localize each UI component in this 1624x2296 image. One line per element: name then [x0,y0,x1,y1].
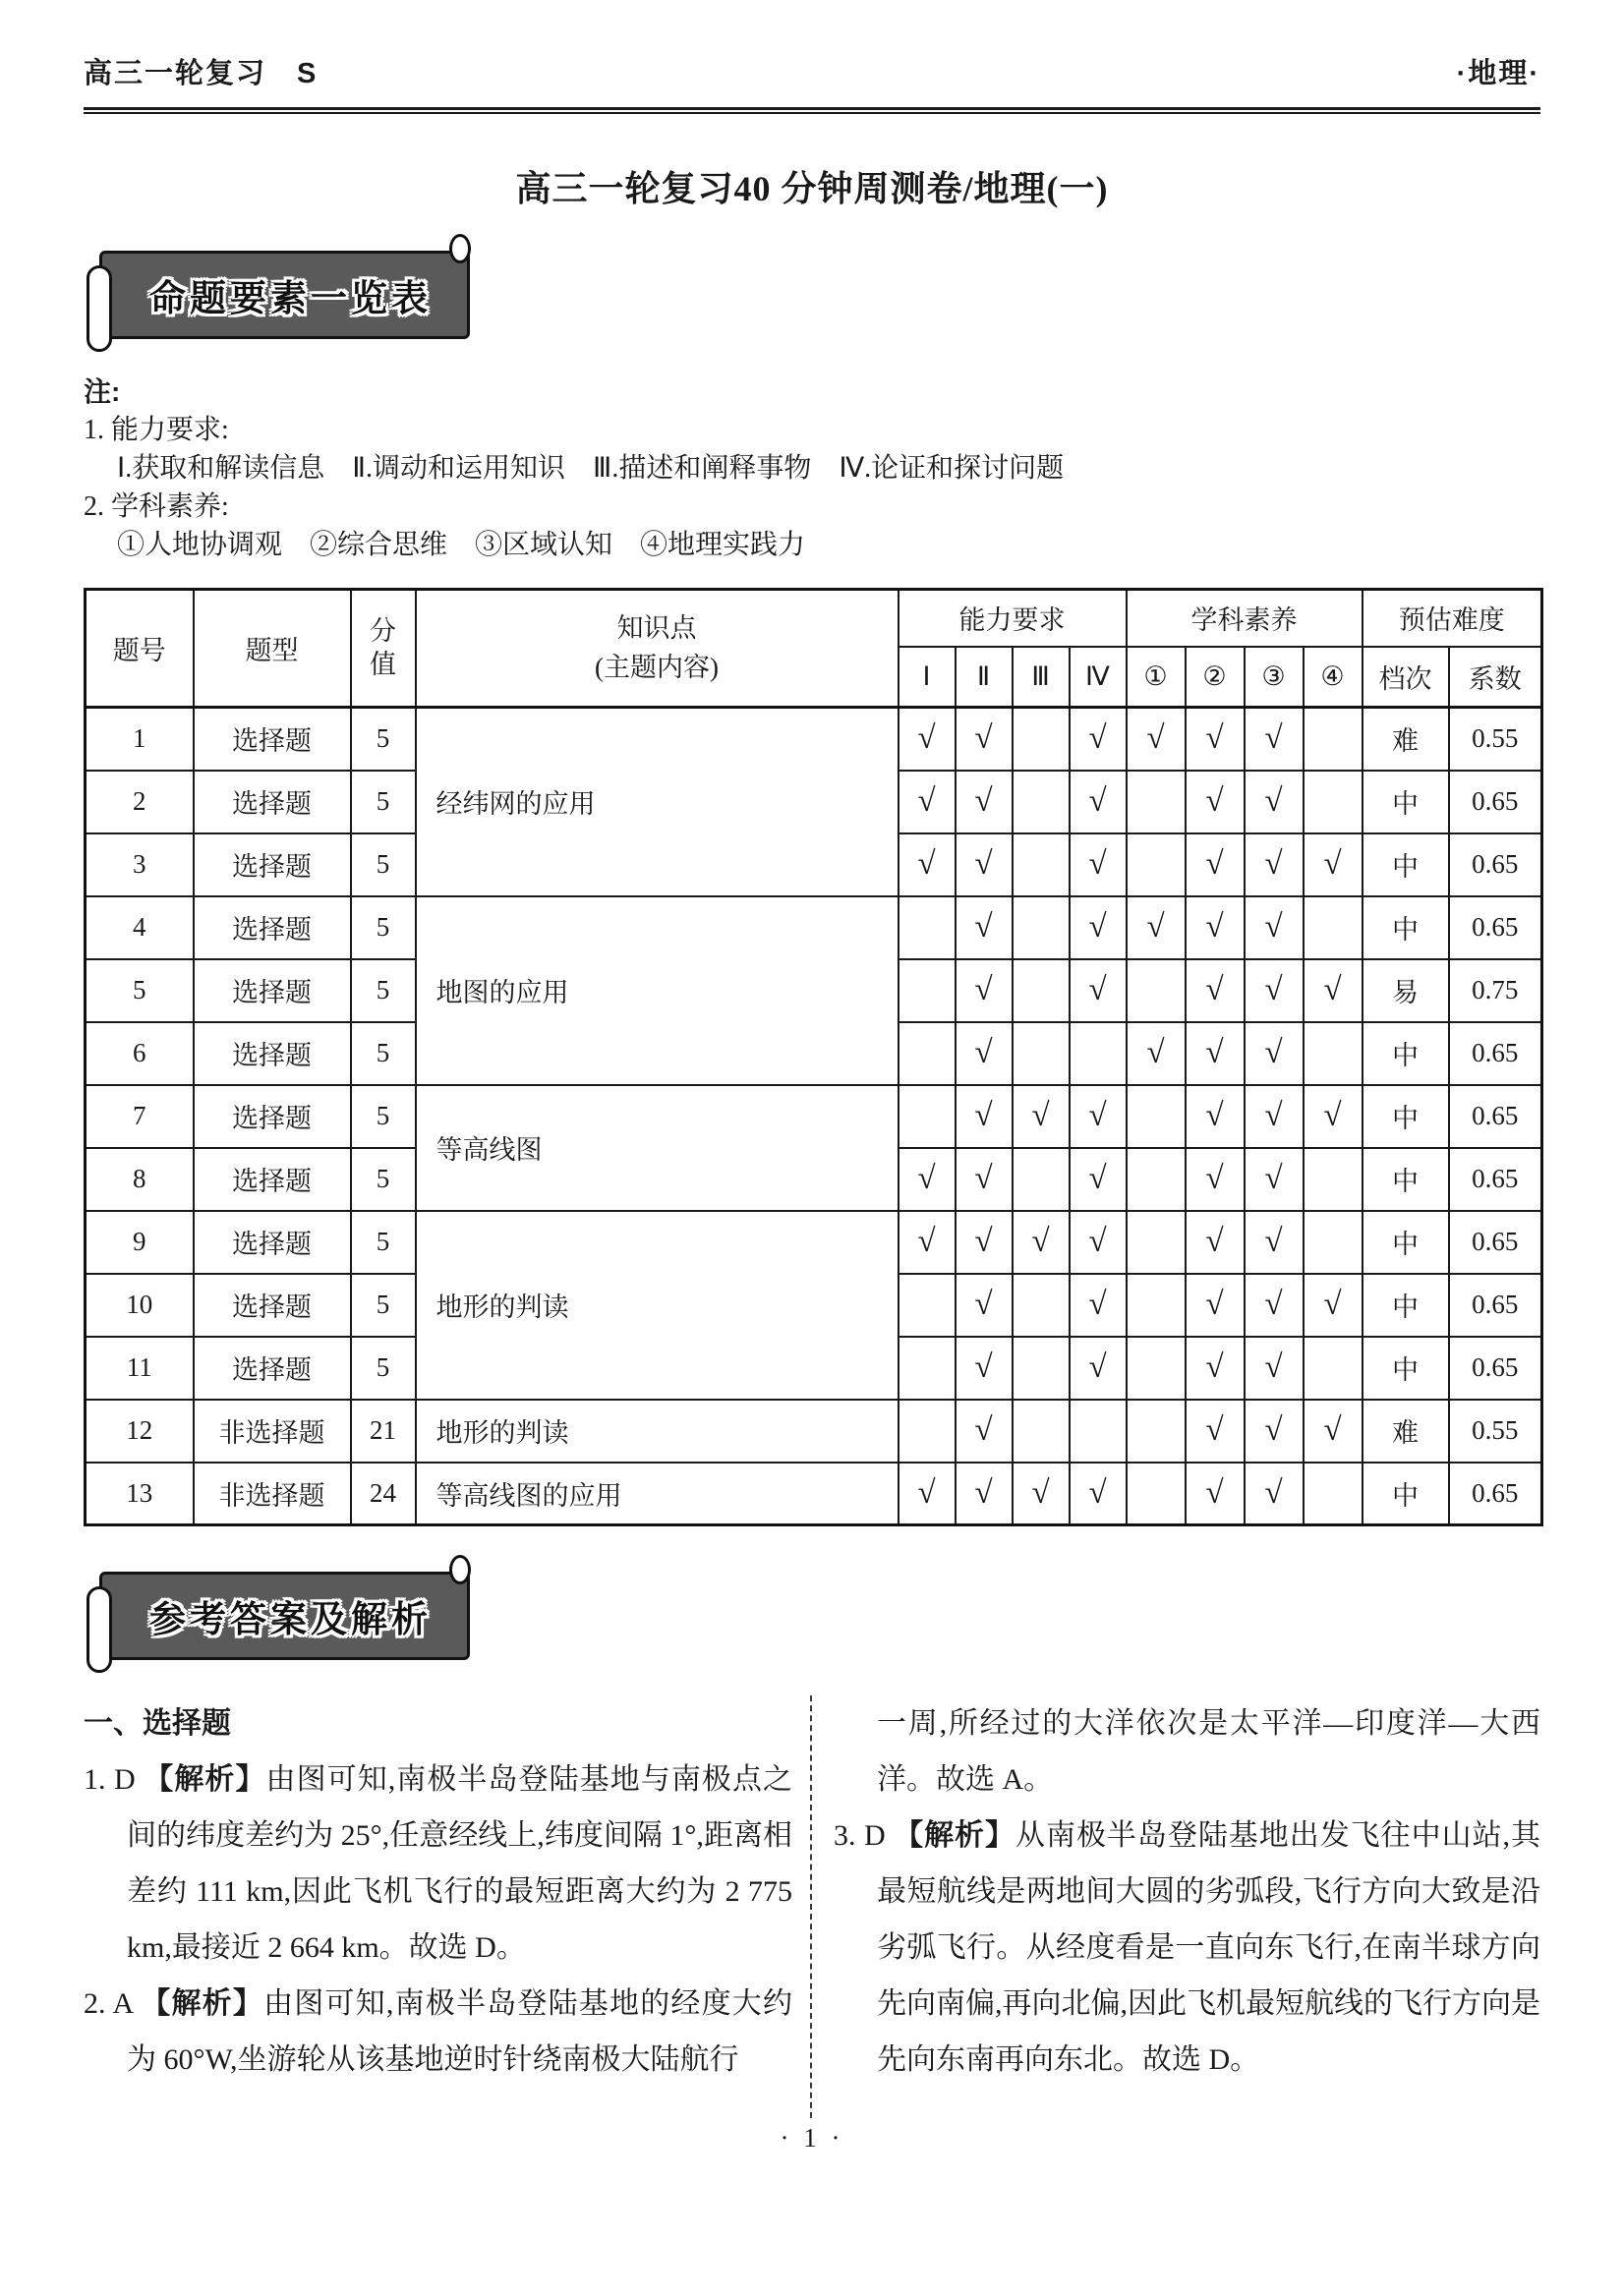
checkmark-icon: √ [1245,1148,1304,1211]
cell-difficulty-level: 中 [1363,771,1449,833]
cell-empty [1013,896,1070,959]
cell-empty [899,1085,956,1148]
cell-empty [1127,959,1186,1022]
cell-difficulty-level: 难 [1363,708,1449,771]
cell-question-no: 5 [86,959,194,1022]
cell-question-type: 选择题 [194,1148,351,1211]
col-header-question-type: 题型 [194,590,351,708]
col-header-ability-3: Ⅲ [1013,647,1070,708]
cell-empty [1127,833,1186,896]
checkmark-icon: √ [1070,1085,1127,1148]
cell-question-type: 选择题 [194,1337,351,1400]
checkmark-icon: √ [1070,1463,1127,1525]
checkmark-icon: √ [899,708,956,771]
scroll-curl-left-icon [87,1586,112,1673]
checkmark-icon: √ [1127,896,1186,959]
factors-table [84,588,1543,1526]
cell-score: 5 [351,1211,416,1274]
checkmark-icon: √ [1070,959,1127,1022]
col-header-knowledge [416,590,899,708]
checkmark-icon: √ [956,833,1013,896]
cell-score: 5 [351,771,416,833]
cell-empty [1304,1022,1363,1085]
running-head [84,0,1540,91]
notes-block [84,373,1540,564]
checkmark-icon: √ [956,1211,1013,1274]
checkmark-icon: √ [899,833,956,896]
cell-empty [1304,1211,1363,1274]
checkmark-icon: √ [1186,1337,1245,1400]
checkmark-icon: √ [1070,708,1127,771]
col-header-level: 档次 [1363,647,1449,708]
cell-empty [899,1022,956,1085]
checkmark-icon: √ [1070,1211,1127,1274]
answers-section-title: 一、选择题 [84,1707,231,1740]
banner-title: 参考答案及解析 [149,1599,432,1639]
cell-empty [1304,771,1363,833]
cell-empty [1013,959,1070,1022]
cell-knowledge: 等高线图 [416,1085,899,1211]
checkmark-icon: √ [1070,1148,1127,1211]
checkmark-icon: √ [1070,896,1127,959]
cell-empty [1127,771,1186,833]
cell-question-no: 8 [86,1148,194,1211]
checkmark-icon: √ [956,1148,1013,1211]
cell-difficulty-coefficient: 0.65 [1449,1148,1542,1211]
checkmark-icon: √ [1186,833,1245,896]
cell-empty [1013,1274,1070,1337]
checkmark-icon: √ [1186,771,1245,833]
cell-empty [1013,1337,1070,1400]
cell-empty [1127,1211,1186,1274]
col-header-ability-1: Ⅰ [899,647,956,708]
checkmark-icon: √ [1245,1085,1304,1148]
cell-knowledge: 等高线图的应用 [416,1463,899,1525]
answer-item: 一周,所经过的大洋依次是太平洋—印度洋—大西洋。故选 A。 [877,1707,1540,1796]
cell-empty [899,896,956,959]
answer-number: 1. D [84,1763,145,1796]
cell-empty [1127,1463,1186,1525]
notes-item1-body: Ⅰ.获取和解读信息 Ⅱ.调动和运用知识 Ⅲ.描述和阐释事物 Ⅳ.论证和探讨问题 [117,453,1065,484]
knowledge-subtitle: (主题内容) [595,652,719,682]
cell-empty [899,1274,956,1337]
cell-question-type: 选择题 [194,1274,351,1337]
scroll-curl-left-icon [87,265,112,352]
checkmark-icon: √ [1186,1148,1245,1211]
notes-item2-body: ①人地协调观 ②综合思维 ③区域认知 ④地理实践力 [117,530,806,560]
checkmark-icon: √ [1186,708,1245,771]
cell-empty [1013,1022,1070,1085]
cell-difficulty-level: 中 [1363,1211,1449,1274]
checkmark-icon: √ [1304,1400,1363,1463]
checkmark-icon: √ [1186,1085,1245,1148]
cell-difficulty-coefficient: 0.65 [1449,1211,1542,1274]
cell-knowledge: 地形的判读 [416,1400,899,1463]
cell-knowledge: 地图的应用 [416,896,899,1085]
checkmark-icon: √ [1070,1274,1127,1337]
cell-score: 5 [351,833,416,896]
cell-empty [899,1400,956,1463]
cell-difficulty-level: 中 [1363,1274,1449,1337]
checkmark-icon: √ [956,896,1013,959]
cell-difficulty-level: 中 [1363,1463,1449,1525]
cell-question-no: 6 [86,1022,194,1085]
cell-difficulty-coefficient: 0.75 [1449,959,1542,1022]
cell-score: 5 [351,1337,416,1400]
cell-score: 5 [351,708,416,771]
checkmark-icon: √ [1245,708,1304,771]
table-row [86,1463,1542,1525]
cell-question-no: 7 [86,1085,194,1148]
cell-question-type: 选择题 [194,896,351,959]
cell-difficulty-level: 中 [1363,896,1449,959]
col-header-question-no: 题号 [86,590,194,708]
checkmark-icon: √ [1070,833,1127,896]
checkmark-icon: √ [956,1400,1013,1463]
checkmark-icon: √ [1245,896,1304,959]
table-row [86,708,1542,771]
cell-empty [1127,1148,1186,1211]
cell-question-no: 3 [86,833,194,896]
cell-empty [1013,1148,1070,1211]
analysis-tag: 【解析】 [894,1819,1015,1852]
table-row [86,1400,1542,1463]
checkmark-icon: √ [899,1211,956,1274]
cell-question-type: 选择题 [194,959,351,1022]
notes-item1-title: 1. 能力要求: [84,415,229,445]
checkmark-icon: √ [956,1274,1013,1337]
cell-question-type: 选择题 [194,771,351,833]
cell-empty [1127,1400,1186,1463]
running-head-right: ·地理· [1456,58,1540,89]
answer-number: 2. A [84,1987,142,2020]
cell-difficulty-coefficient: 0.65 [1449,771,1542,833]
checkmark-icon: √ [1186,1211,1245,1274]
checkmark-icon: √ [1304,833,1363,896]
cell-question-type: 选择题 [194,1211,351,1274]
cell-question-no: 11 [86,1337,194,1400]
cell-empty [1304,1148,1363,1211]
checkmark-icon: √ [1013,1085,1070,1148]
cell-empty [1070,1400,1127,1463]
checkmark-icon: √ [1186,1400,1245,1463]
checkmark-icon: √ [1245,1211,1304,1274]
col-header-difficulty: 预估难度 [1363,590,1542,647]
col-header-score: 分值 [351,590,416,708]
checkmark-icon: √ [1245,1274,1304,1337]
col-header-ability-4: Ⅳ [1070,647,1127,708]
cell-difficulty-coefficient: 0.65 [1449,1463,1542,1525]
page-title: 高三一轮复习40 分钟周测卷/地理(一) [515,169,1109,208]
cell-difficulty-coefficient: 0.65 [1449,1337,1542,1400]
cell-difficulty-coefficient: 0.65 [1449,1274,1542,1337]
checkmark-icon: √ [1245,833,1304,896]
cell-empty [1304,896,1363,959]
cell-difficulty-level: 中 [1363,833,1449,896]
section-banner-answers [99,1572,470,1660]
table-row [86,1085,1542,1148]
checkmark-icon: √ [899,1463,956,1525]
checkmark-icon: √ [1127,1022,1186,1085]
checkmark-icon: √ [1245,1022,1304,1085]
cell-empty [1304,1463,1363,1525]
scroll-curl-right-icon [449,1555,471,1584]
cell-question-type: 选择题 [194,708,351,771]
notes-label: 注: [84,376,121,407]
cell-empty [1013,833,1070,896]
checkmark-icon: √ [1070,771,1127,833]
checkmark-icon: √ [1245,771,1304,833]
cell-empty [899,959,956,1022]
cell-difficulty-level: 中 [1363,1085,1449,1148]
answer-item: 1. D 【解析】由图可知,南极半岛登陆基地与南极点之间的纬度差约为 25°,任意经线上,纬度间隔 1°,距离相差约 111 km,因此飞机飞行的最短距离大约为 2 775 km,最接近 2 664 km。故选 D。 [84,1763,792,1964]
cell-empty [1304,1337,1363,1400]
checkmark-icon: √ [1186,1463,1245,1525]
cell-difficulty-level: 中 [1363,1022,1449,1085]
answers-right-column [812,1695,1540,2118]
cell-score: 24 [351,1463,416,1525]
cell-question-type: 选择题 [194,1085,351,1148]
col-header-literacy-2: ② [1186,647,1245,708]
checkmark-icon: √ [1186,959,1245,1022]
checkmark-icon: √ [1304,959,1363,1022]
table-row [86,1211,1542,1274]
cell-empty [1013,1400,1070,1463]
checkmark-icon: √ [1304,1085,1363,1148]
col-header-ability-2: Ⅱ [956,647,1013,708]
cell-question-no: 10 [86,1274,194,1337]
checkmark-icon: √ [1304,1274,1363,1337]
cell-difficulty-level: 难 [1363,1400,1449,1463]
cell-score: 5 [351,1274,416,1337]
cell-question-no: 9 [86,1211,194,1274]
cell-difficulty-coefficient: 0.55 [1449,1400,1542,1463]
banner-row-1 [84,251,1540,339]
checkmark-icon: √ [956,1463,1013,1525]
cell-score: 5 [351,1148,416,1211]
checkmark-icon: √ [1013,1211,1070,1274]
cell-score: 5 [351,1085,416,1148]
answers-section [84,1695,1540,2118]
running-head-left: 高三一轮复习 S [84,58,319,89]
cell-empty [1013,771,1070,833]
cell-question-type: 非选择题 [194,1463,351,1525]
notes-item2-title: 2. 学科素养: [84,491,229,522]
banner-row-2 [84,1572,1540,1660]
cell-score: 5 [351,896,416,959]
cell-question-no: 12 [86,1400,194,1463]
cell-question-no: 2 [86,771,194,833]
cell-question-type: 选择题 [194,833,351,896]
cell-difficulty-coefficient: 0.65 [1449,896,1542,959]
cell-difficulty-level: 易 [1363,959,1449,1022]
cell-difficulty-level: 中 [1363,1337,1449,1400]
factors-table-head [86,590,1542,708]
cell-empty [1127,1337,1186,1400]
analysis-tag: 【解析】 [144,1763,266,1796]
col-header-literacy-4: ④ [1304,647,1363,708]
cell-score: 21 [351,1400,416,1463]
answer-number: 3. D [834,1819,895,1852]
cell-score: 5 [351,959,416,1022]
cell-difficulty-level: 中 [1363,1148,1449,1211]
cell-score: 5 [351,1022,416,1085]
answer-item: 3. D 【解析】从南极半岛登陆基地出发飞往中山站,其最短航线是两地间大圆的劣弧段,飞行方向大致是沿劣弧飞行。从经度看是一直向东飞行,在南半球方向先向南偏,再向北偏,因此飞机最短航线的飞行方向是先向东南再向东北。故选 D。 [834,1819,1541,2076]
checkmark-icon: √ [1245,959,1304,1022]
checkmark-icon: √ [1186,896,1245,959]
col-header-literacy-3: ③ [1245,647,1304,708]
cell-question-type: 选择题 [194,1022,351,1085]
checkmark-icon: √ [956,708,1013,771]
checkmark-icon: √ [1186,1274,1245,1337]
cell-question-no: 4 [86,896,194,959]
cell-difficulty-coefficient: 0.55 [1449,708,1542,771]
cell-knowledge: 地形的判读 [416,1211,899,1400]
table-row [86,896,1542,959]
checkmark-icon: √ [956,959,1013,1022]
cell-question-no: 13 [86,1463,194,1525]
checkmark-icon: √ [956,771,1013,833]
cell-empty [899,1337,956,1400]
cell-empty [1127,1085,1186,1148]
checkmark-icon: √ [1013,1463,1070,1525]
answer-item: 2. A 【解析】由图可知,南极半岛登陆基地的经度大约为 60°W,坐游轮从该基地逆时针绕南极大陆航行 [84,1987,793,2076]
page-number: · 1 · [780,2123,844,2152]
banner-title: 命题要素一览表 [149,278,432,318]
cell-empty [1127,1274,1186,1337]
checkmark-icon: √ [956,1337,1013,1400]
cell-knowledge: 经纬网的应用 [416,708,899,896]
cell-question-type: 非选择题 [194,1400,351,1463]
checkmark-icon: √ [1127,708,1186,771]
checkmark-icon: √ [1245,1463,1304,1525]
checkmark-icon: √ [1245,1400,1304,1463]
factors-table-body [86,708,1542,1525]
section-banner-factors [99,251,470,339]
checkmark-icon: √ [956,1085,1013,1148]
analysis-tag: 【解析】 [141,1987,264,2020]
checkmark-icon: √ [899,1148,956,1211]
checkmark-icon: √ [899,771,956,833]
cell-difficulty-coefficient: 0.65 [1449,833,1542,896]
cell-difficulty-coefficient: 0.65 [1449,1022,1542,1085]
checkmark-icon: √ [1245,1337,1304,1400]
answers-left-column [84,1695,812,2118]
col-header-literacy-1: ① [1127,647,1186,708]
col-header-ability: 能力要求 [899,590,1127,647]
col-header-literacy: 学科素养 [1127,590,1363,647]
header-double-rule [84,107,1540,114]
col-header-coefficient: 系数 [1449,647,1542,708]
cell-question-no: 1 [86,708,194,771]
checkmark-icon: √ [1070,1337,1127,1400]
cell-empty [1304,708,1363,771]
cell-difficulty-coefficient: 0.65 [1449,1085,1542,1148]
cell-empty [1013,708,1070,771]
checkmark-icon: √ [1186,1022,1245,1085]
checkmark-icon: √ [956,1022,1013,1085]
scroll-curl-right-icon [449,234,471,263]
cell-empty [1070,1022,1127,1085]
knowledge-title: 知识点 [616,613,697,644]
